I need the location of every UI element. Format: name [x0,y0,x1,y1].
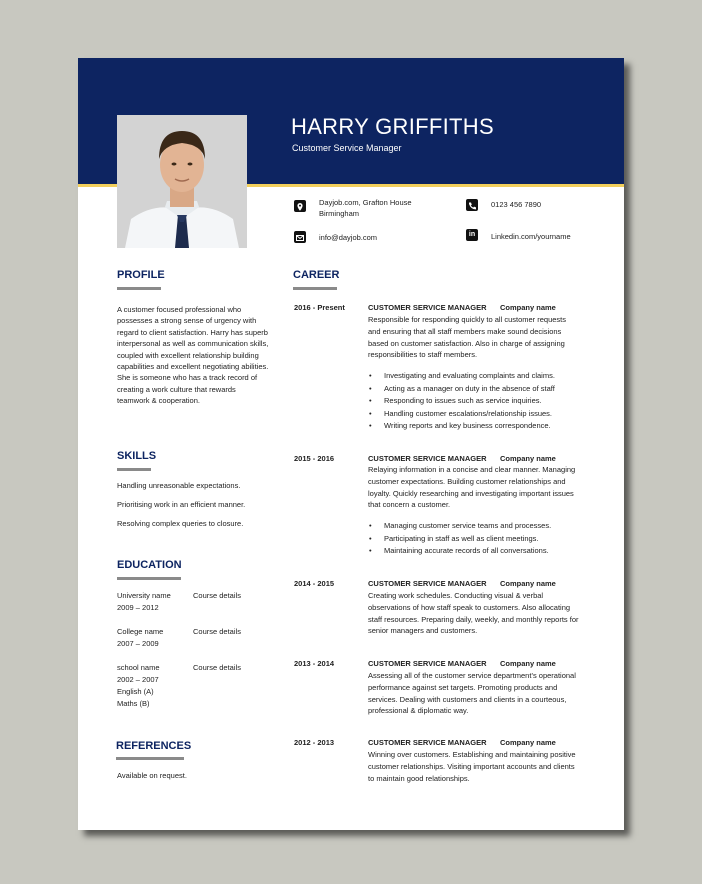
job-description: Creating work schedules. Conducting visual & verbal observations of how staff speak to customers. Also allocating staff resources. Preparing daily, weekly, and monthly reports for senior managers and customers. [368,591,579,636]
phone-number: 0123 456 7890 [491,200,542,209]
list-item: • Acting as a manager on duty in the absence of staff [368,383,555,396]
skill-item: Handling unreasonable expectations. [117,481,241,490]
list-item: • Participating in staff as well as client meetings. [368,533,551,546]
career-heading: CAREER [293,269,340,281]
skill-item: Resolving complex queries to closure. [117,519,244,528]
career-underline [293,287,337,290]
education-years: 2007 – 2009 [117,639,159,648]
company-name: Company name [500,659,556,668]
linkedin-icon: in [466,229,478,241]
education-details: Course details [193,591,241,600]
education-years: 2009 – 2012 [117,603,159,612]
job-title: Customer Service Manager [292,143,402,153]
job-title: CUSTOMER SERVICE MANAGER [368,579,487,588]
job-years: 2012 - 2013 [294,738,335,747]
education-grade: English (A) [117,687,154,696]
job-description: Winning over customers. Establishing and maintaining positive customer relationships. Visiting important accounts and clients to maintain good relationships. [368,750,576,783]
references-underline [116,757,184,760]
references-text: Available on request. [117,771,187,780]
job-years: 2013 - 2014 [294,659,335,668]
phone-icon [466,199,478,211]
company-name: Company name [500,738,556,747]
company-name: Company name [500,303,556,312]
education-institution: University name [117,591,171,600]
education-years: 2002 – 2007 [117,675,159,684]
portrait-illustration [117,115,247,248]
job-title: CUSTOMER SERVICE MANAGER [368,659,487,668]
job-title: CUSTOMER SERVICE MANAGER [368,738,487,747]
skill-item: Prioritising work in an efficient manner. [117,500,246,509]
email-link[interactable]: info@dayjob.com [319,233,378,242]
education-details: Course details [193,663,241,672]
profile-photo [117,115,247,248]
education-grade: Maths (B) [117,699,150,708]
location-pin-icon [294,200,306,212]
list-item: • Responding to issues such as service inquiries. [368,395,555,408]
candidate-name: HARRY GRIFFITHS [291,114,494,139]
job-duties-list [368,370,555,433]
list-item: • Investigating and evaluating complaints and claims. [368,370,555,383]
company-name: Company name [500,454,556,463]
list-item: • Maintaining accurate records of all conversations. [368,545,551,558]
job-duties-list [368,520,551,558]
references-heading: REFERENCES [116,740,192,752]
job-title: CUSTOMER SERVICE MANAGER [368,454,487,463]
skills-heading: SKILLS [117,450,157,462]
resume-page [78,58,624,830]
email-icon [294,231,306,243]
profile-underline [117,287,161,290]
address-line-2: Birmingham [319,209,360,218]
address-line-1: Dayjob.com, Grafton House [319,198,412,207]
job-years: 2015 - 2016 [294,454,335,463]
list-item: • Handling customer escalations/relationship issues. [368,408,555,421]
profile-heading: PROFILE [117,269,165,281]
education-underline [117,577,181,580]
job-description: Assessing all of the customer service department’s operational performance against set targets. Promoting products and services. Dealing with customers and clients in a courteous, professional & diplomatic way. [368,671,576,716]
profile-text: A customer focused professional who possesses a strong sense of urgency with regard to client satisfaction. Harry has superb interpersonal as well as communication skills, coupled with excellent relationship building capabilities and excellent negotiating abilities. She is someone who has a track record of creating a work culture that rewards teamwork & cooperation. [117,305,269,406]
job-title: CUSTOMER SERVICE MANAGER [368,303,487,312]
skills-underline [117,468,151,471]
address [319,197,412,219]
education-heading: EDUCATION [117,559,182,571]
linkedin-link[interactable]: Linkedin.com/yourname [491,232,571,241]
job-description: Relaying information in a concise and clear manner. Managing customer expectations. Building customer relationships and loyalty. Quickly researching and investigating important issues that concern a customer. [368,465,576,510]
list-item: • Writing reports and key business correspondence. [368,420,555,433]
education-institution: College name [117,627,164,636]
education-details: Course details [193,627,241,636]
job-years: 2016 - Present [294,303,345,312]
company-name: Company name [500,579,556,588]
education-institution: school name [117,663,160,672]
list-item: • Managing customer service teams and processes. [368,520,551,533]
job-years: 2014 - 2015 [294,579,335,588]
job-description: Responsible for responding quickly to all customer requests and ensuring that all staff members make sound decisions based on customer satisfaction. Also in charge of assigning responsibilities to staff members. [368,315,567,360]
